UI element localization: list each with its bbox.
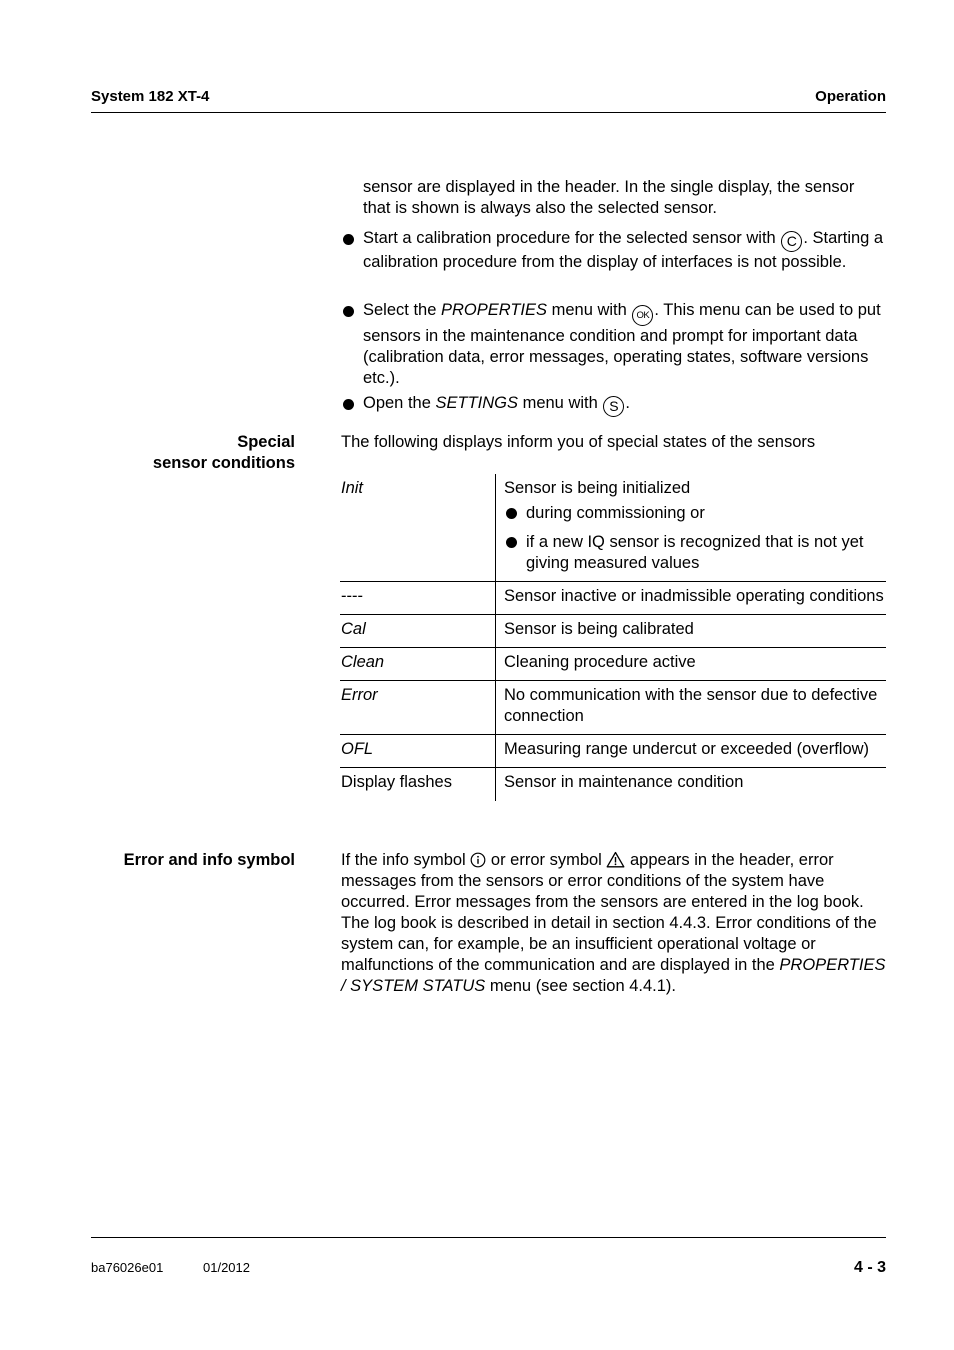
header-rule — [91, 112, 886, 113]
menu-name: PROPERTIES / SYSTEM STATUS — [341, 956, 886, 995]
state-term: Error — [340, 681, 496, 735]
info-icon — [470, 852, 486, 868]
bullet-text: Select the — [363, 301, 441, 319]
state-term: ---- — [340, 582, 496, 615]
warning-icon — [606, 851, 625, 868]
state-description: Sensor in maintenance condition — [496, 768, 887, 802]
bullet-text: menu with — [547, 301, 632, 319]
list-item: if a new IQ sensor is recognized that is not yet giving measured values — [504, 532, 886, 574]
state-description: Cleaning procedure active — [496, 648, 887, 681]
paragraph-text: menu (see section 4.4.1). — [485, 977, 677, 995]
sensor-states-table — [340, 474, 886, 801]
state-description: No communication with the sensor due to defective connection — [496, 681, 887, 735]
state-term: OFL — [340, 735, 496, 768]
state-term: Clean — [340, 648, 496, 681]
header-title: System 182 XT-4 — [91, 88, 210, 105]
state-term: Cal — [340, 615, 496, 648]
bullet-text: . — [625, 394, 630, 412]
header-section: Operation — [815, 88, 886, 105]
state-description: Measuring range undercut or exceeded (overflow) — [496, 735, 887, 768]
intro-continued-paragraph: sensor are displayed in the header. In the single display, the sensor that is shown is always also the selected sensor. — [363, 178, 855, 217]
bullet-text: . Starting a calibration procedure from the display of interfaces is not possible. — [363, 229, 884, 271]
table-row — [340, 681, 886, 735]
ok-key-icon: OK — [632, 305, 653, 326]
paragraph-text: If the info symbol — [341, 851, 471, 869]
paragraph-text: appears in the header, error messages from the sensors or error conditions of the system have occurred. Error messages from the sensors are entered in the log book. The log book is described in detail in section 4.4.3. Error conditions of the system can, for example, be an insufficient operational voltage or malfunctions of the communication and are displayed in the — [341, 851, 877, 974]
heading-line: sensor conditions — [152, 454, 295, 472]
bullet-text: Open the — [363, 394, 436, 412]
bullet-icon — [341, 229, 355, 243]
document-id: ba76026e01 — [91, 1260, 164, 1275]
error-info-heading: Error and info symbol — [123, 851, 295, 869]
footer-rule — [91, 1237, 886, 1238]
bullet-text: menu with — [518, 394, 603, 412]
description-text: Sensor is being initialized — [504, 479, 691, 497]
page-number: 4 - 3 — [853, 1259, 886, 1276]
error-info-paragraph — [341, 850, 886, 997]
list-item: during commissioning or — [504, 503, 886, 524]
c-key-icon: C — [781, 231, 802, 252]
s-key-icon: S — [603, 396, 624, 417]
paragraph-text: or error symbol — [486, 851, 607, 869]
table-row — [340, 474, 886, 582]
table-row — [340, 735, 886, 768]
menu-name: PROPERTIES — [440, 301, 548, 319]
bullet-properties — [363, 300, 886, 389]
table-row — [340, 768, 886, 802]
bullet-icon — [341, 301, 355, 315]
state-term: Init — [340, 474, 496, 582]
special-conditions-heading — [91, 432, 295, 474]
menu-name: SETTINGS — [435, 394, 518, 412]
document-date: 01/2012 — [203, 1260, 250, 1275]
table-row — [340, 615, 886, 648]
state-description: Sensor is being calibrated — [496, 615, 887, 648]
table-row — [340, 582, 886, 615]
bullet-calibration — [363, 228, 886, 273]
heading-line: Special — [237, 433, 295, 451]
bullet-text: Start a calibration procedure for the selected sensor with — [363, 229, 781, 247]
special-conditions-intro: The following displays inform you of special states of the sensors — [341, 433, 816, 451]
state-description — [496, 474, 887, 582]
bullet-settings — [363, 393, 886, 417]
bullet-text: . This menu can be used to put sensors in the maintenance condition and prompt for important data (calibration data, error messages, operating states, software versions etc.). — [363, 301, 881, 387]
table-row — [340, 648, 886, 681]
state-term: Display flashes — [340, 768, 496, 802]
state-description: Sensor inactive or inadmissible operating conditions — [496, 582, 887, 615]
bullet-icon — [341, 394, 355, 408]
